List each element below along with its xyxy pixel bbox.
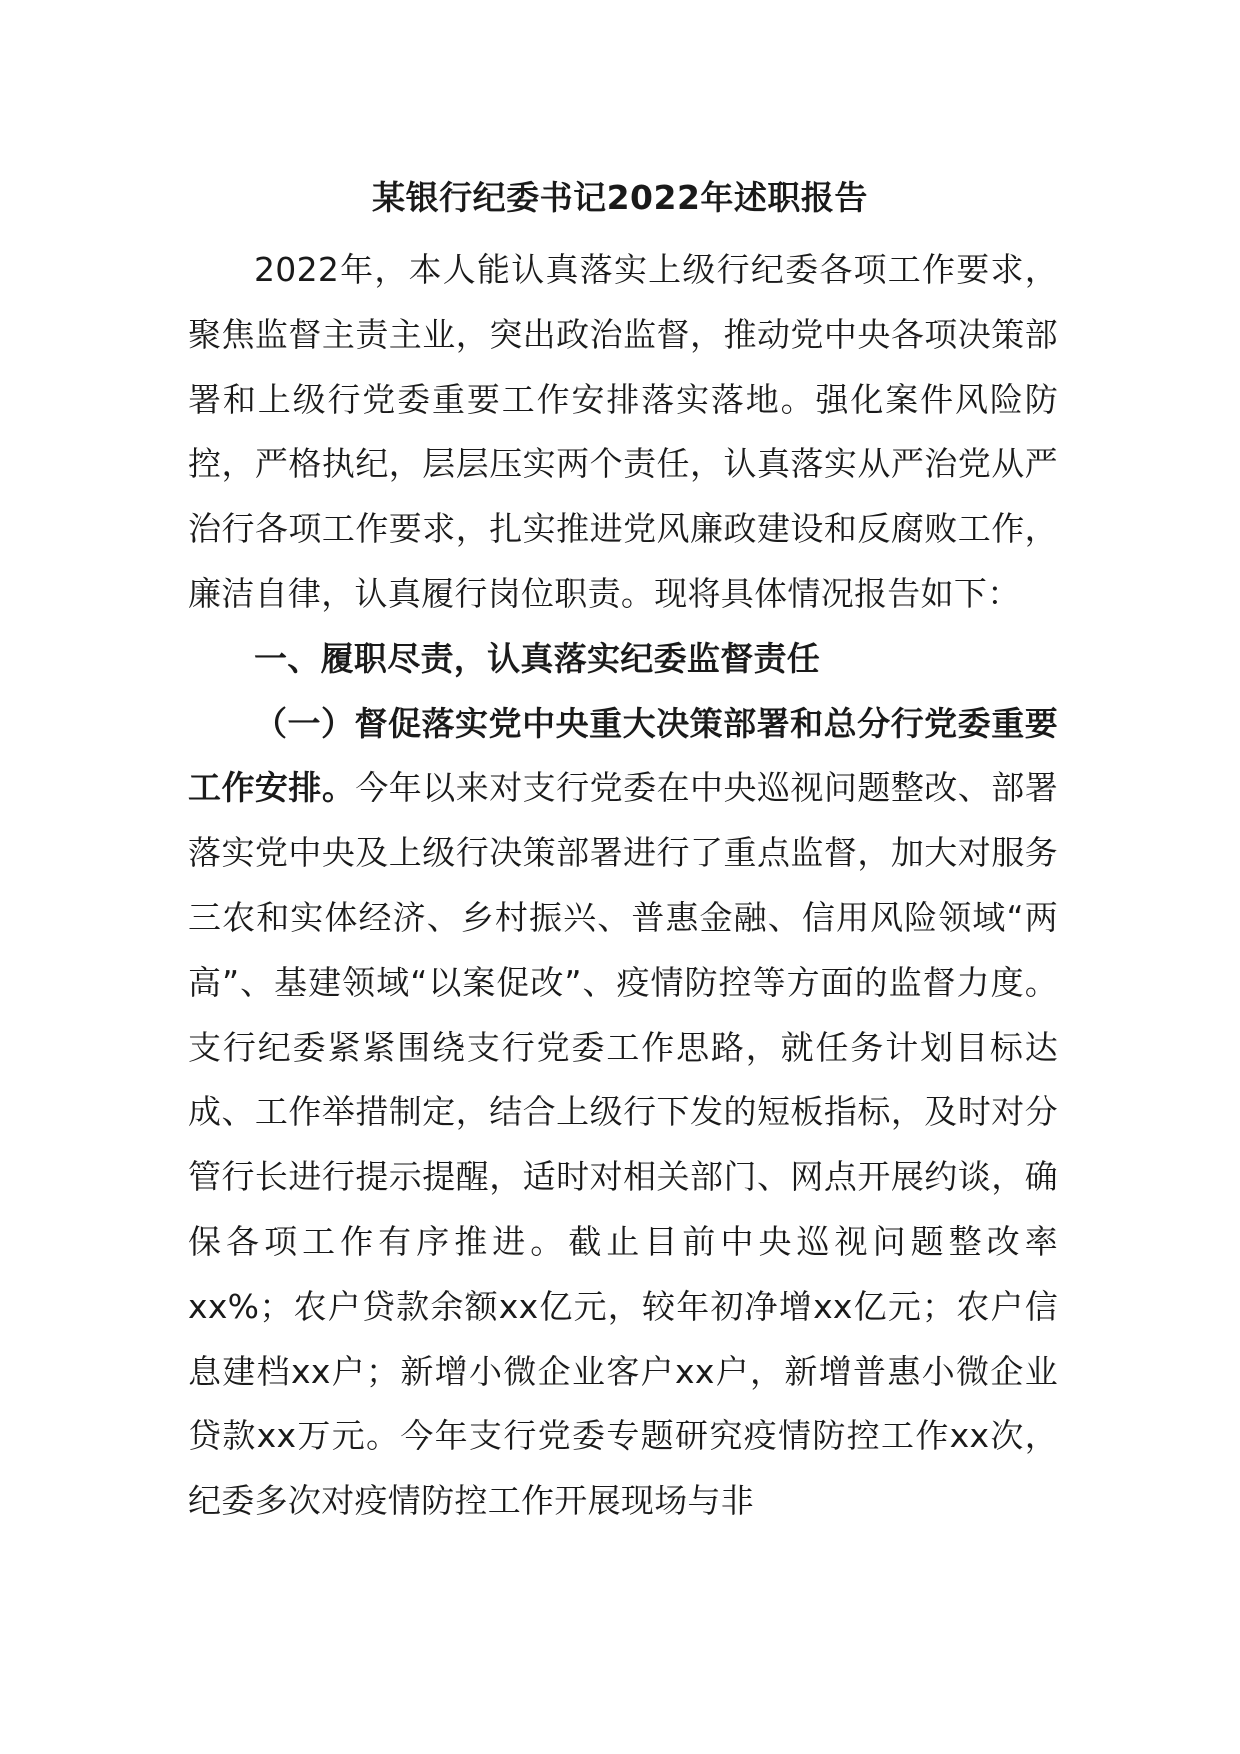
subsection-paragraph [188, 692, 1058, 1534]
intro-paragraph: 2022年，本人能认真落实上级行纪委各项工作要求，聚焦监督主责主业，突出政治监督，推动党中央各项决策部署和上级行党委重要工作安排落实落地。强化案件风险防控，严格执纪，层层压实两个责任，认真落实从严治党从严治行各项工作要求，扎实推进党风廉政建设和反腐败工作，廉洁自律，认真履行岗位职责。现将具体情况报告如下： [188, 250, 1058, 613]
document-title: 某银行纪委书记2022年述职报告 [372, 178, 868, 217]
document-body [188, 238, 1058, 1534]
subsection-body: 今年以来对支行党委在中央巡视问题整改、部署落实党中央及上级行决策部署进行了重点监督，加大对服务三农和实体经济、乡村振兴、普惠金融、信用风险领域“两高”、基建领域“以案促改”、疫情防控等方面的监督力度。支行纪委紧紧围绕支行党委工作思路，就任务计划目标达成、工作举措制定，结合上级行下发的短板指标，及时对分管行长进行提示提醒，适时对相关部门、网点开展约谈，确保各项工作有序推进。截止目前中央巡视问题整改率xx%；农户贷款余额xx亿元，较年初净增xx亿元；农户信息建档xx户；新增小微企业客户xx户，新增普惠小微企业贷款xx万元。今年支行党委专题研究疫情防控工作xx次，纪委多次对疫情防控工作开展现场与非 [188, 768, 1058, 1521]
section-heading: 一、履职尽责，认真落实纪委监督责任 [254, 638, 821, 678]
subsection-lead: （一）督促落实党中央重大决策部署和总分行党委重要工作安排。 [188, 703, 1058, 808]
